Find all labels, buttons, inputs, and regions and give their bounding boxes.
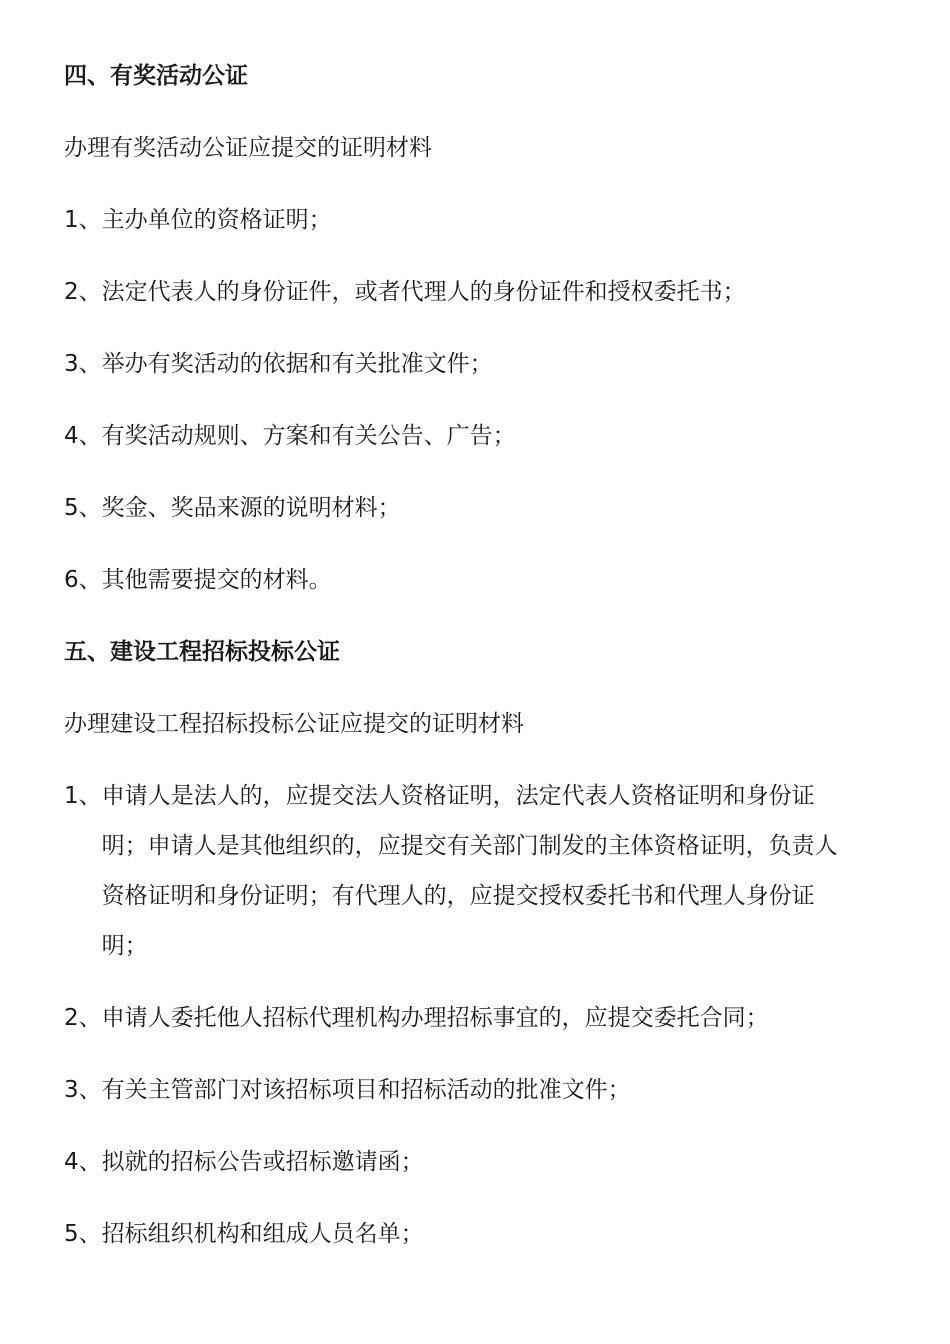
item-number: 3、 (64, 351, 102, 377)
list-item (64, 1144, 850, 1180)
list-item (64, 771, 850, 971)
item-text: 拟就的招标公告或招标邀请函； (101, 1149, 424, 1175)
section5-heading: 五、建设工程招标投标公证 (64, 639, 340, 665)
list-item (64, 346, 850, 382)
list-item (64, 562, 850, 598)
list-item (64, 1216, 850, 1252)
item-text: 招标组织机构和组成人员名单； (101, 1221, 424, 1247)
item-number: 2、 (64, 279, 102, 305)
item-number: 3、 (64, 1077, 102, 1103)
item-text: 申请人是法人的，应提交法人资格证明，法定代表人资格证明和身份证明；申请人是其他组织的，应提交有关部门制发的主体资格证明，负责人资格证明和身份证明；有代理人的，应提交授权委托书和代理人身份证明； (101, 783, 838, 959)
item-number: 4、 (64, 1149, 102, 1175)
item-number: 6、 (64, 567, 102, 593)
item-number: 5、 (64, 495, 102, 521)
item-number: 1、 (64, 207, 102, 233)
section4-intro: 办理有奖活动公证应提交的证明材料 (64, 135, 432, 161)
item-number: 4、 (64, 423, 102, 449)
list-item (64, 490, 850, 526)
item-text: 有奖活动规则、方案和有关公告、广告； (101, 423, 516, 449)
list-item (64, 274, 850, 310)
item-text: 奖金、奖品来源的说明材料； (101, 495, 401, 521)
item-text: 其他需要提交的材料。 (101, 567, 332, 593)
item-number: 1、 (64, 783, 102, 809)
list-item (64, 1072, 850, 1108)
item-number: 2、 (64, 1005, 102, 1031)
item-text: 主办单位的资格证明； (101, 207, 332, 233)
item-text: 法定代表人的身份证件，或者代理人的身份证件和授权委托书； (101, 279, 746, 305)
item-text: 申请人委托他人招标代理机构办理招标事宜的，应提交委托合同； (101, 1005, 769, 1031)
item-text: 举办有奖活动的依据和有关批准文件； (101, 351, 493, 377)
item-number: 5、 (64, 1221, 102, 1247)
list-item (64, 202, 850, 238)
item-text: 有关主管部门对该招标项目和招标活动的批准文件； (101, 1077, 631, 1103)
list-item (64, 1000, 850, 1036)
list-item (64, 418, 850, 454)
section4-heading: 四、有奖活动公证 (64, 63, 248, 89)
section5-intro: 办理建设工程招标投标公证应提交的证明材料 (64, 711, 524, 737)
